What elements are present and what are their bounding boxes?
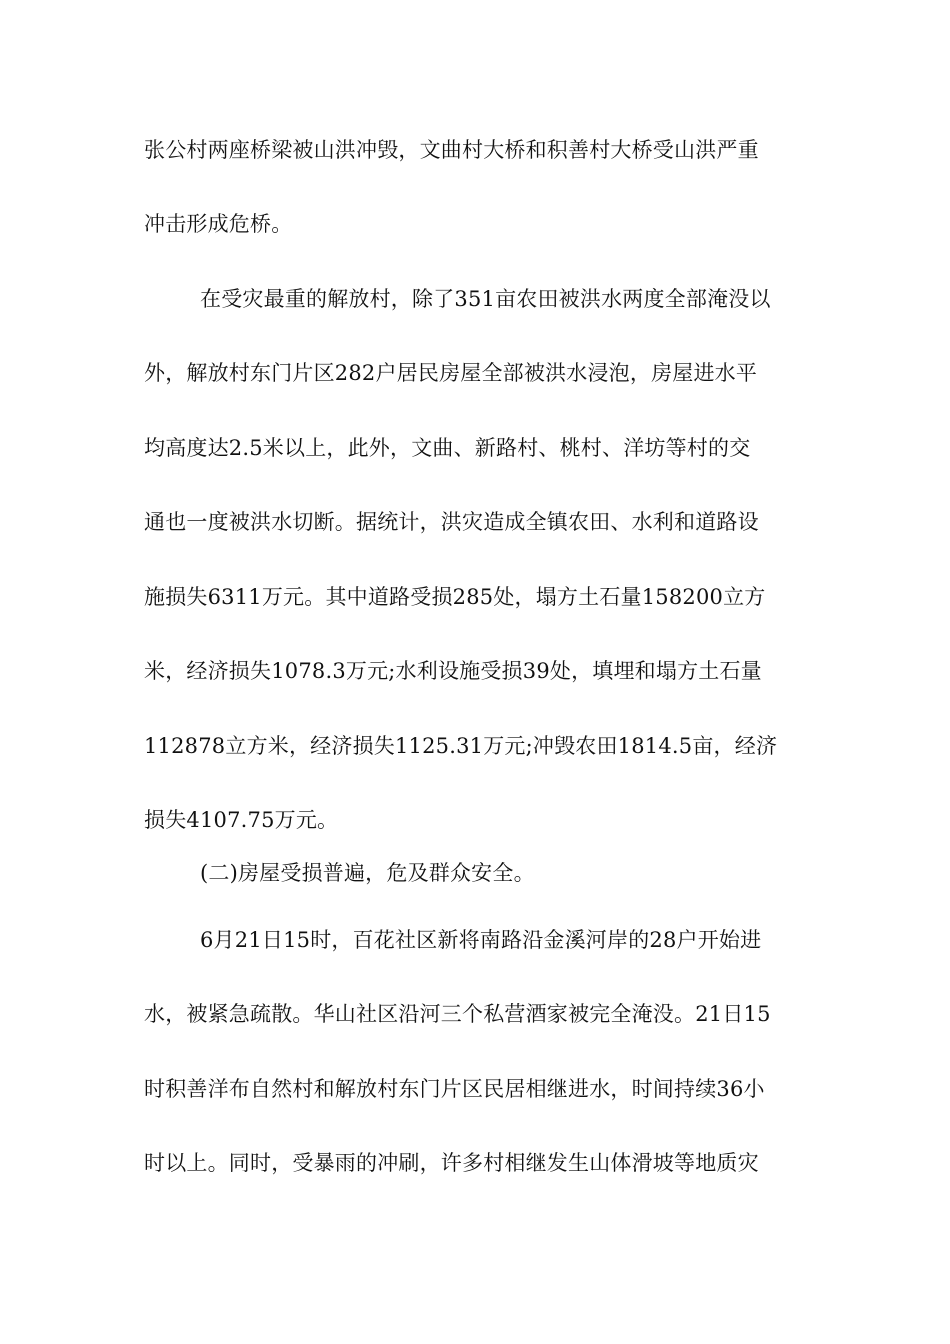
text-line: 时积善洋布自然村和解放村东门片区民居相继进水，时间持续36小 xyxy=(144,1077,765,1101)
text-line: 均高度达2.5米以上，此外，文曲、新路村、桃村、洋坊等村的交 xyxy=(144,436,751,460)
text-line: 时以上。同时，受暴雨的冲刷，许多村相继发生山体滑坡等地质灾 xyxy=(144,1151,759,1175)
section-heading: (二)房屋受损普遍，危及群众安全。 xyxy=(200,861,535,885)
text-line: 通也一度被洪水切断。据统计，洪灾造成全镇农田、水利和道路设 xyxy=(144,510,759,534)
text-line: 冲击形成危桥。 xyxy=(144,212,293,236)
text-line: 施损失6311万元。其中道路受损285处，塌方土石量158200立方 xyxy=(144,585,766,609)
text-line: 米，经济损失1078.3万元;水利设施受损39处，填埋和塌方土石量 xyxy=(144,659,762,683)
text-line: 水，被紧急疏散。华山社区沿河三个私营酒家被完全淹没。21日15 xyxy=(144,1002,771,1026)
text-line: 外，解放村东门片区282户居民房屋全部被洪水浸泡，房屋进水平 xyxy=(144,361,758,385)
text-line: 损失4107.75万元。 xyxy=(144,808,339,832)
paragraph-start-line: 6月21日15时，百花社区新将南路沿金溪河岸的28户开始进 xyxy=(200,928,762,952)
text-line: 112878立方米，经济损失1125.31万元;冲毁农田1814.5亩，经济 xyxy=(144,734,778,758)
paragraph-start-line: 在受灾最重的解放村，除了351亩农田被洪水两度全部淹没以 xyxy=(200,287,771,311)
text-line: 张公村两座桥梁被山洪冲毁，文曲村大桥和积善村大桥受山洪严重 xyxy=(144,138,759,162)
